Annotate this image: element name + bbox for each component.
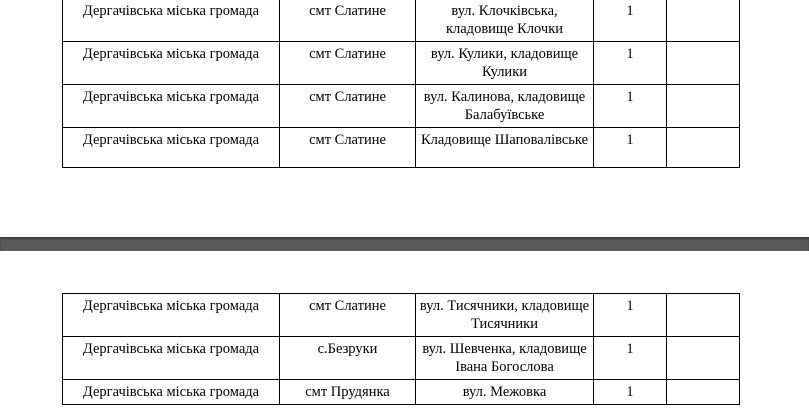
empty-cell (667, 42, 740, 85)
cemetery-table (62, 293, 740, 405)
count-cell: 1 (594, 0, 667, 42)
settlement-cell: смт Слатине (280, 294, 416, 337)
table-row (63, 380, 740, 405)
count-cell: 1 (594, 294, 667, 337)
settlement-cell: смт Слатине (280, 85, 416, 128)
empty-cell (667, 128, 740, 168)
count-cell: 1 (594, 42, 667, 85)
location-cell: вул. Межовка (416, 380, 594, 405)
count-cell: 1 (594, 337, 667, 380)
community-cell: Дергачівська міська громада (63, 42, 280, 85)
page-separator (0, 237, 809, 251)
empty-cell (667, 85, 740, 128)
table-row (63, 337, 740, 380)
settlement-cell: смт Прудянка (280, 380, 416, 405)
location-cell: вул. Калинова, кладовище Балабуївське (416, 85, 594, 128)
settlement-cell: смт Слатине (280, 42, 416, 85)
empty-cell (667, 0, 740, 42)
document-page-bottom (0, 251, 809, 409)
community-cell: Дергачівська міська громада (63, 85, 280, 128)
table-row (63, 0, 740, 42)
community-cell: Дергачівська міська громада (63, 294, 280, 337)
count-cell: 1 (594, 380, 667, 405)
location-cell: Кладовище Шаповалівське (416, 128, 594, 168)
table-row (63, 42, 740, 85)
empty-cell (667, 380, 740, 405)
location-cell: вул. Кулики, кладовище Кулики (416, 42, 594, 85)
community-cell: Дергачівська міська громада (63, 0, 280, 42)
location-cell: вул. Шевченка, кладовище Івана Богослова (416, 337, 594, 380)
table-row (63, 294, 740, 337)
count-cell: 1 (594, 85, 667, 128)
settlement-cell: смт Слатине (280, 128, 416, 168)
location-cell: вул. Тисячники, кладовище Тисячники (416, 294, 594, 337)
table-row (63, 128, 740, 168)
count-cell: 1 (594, 128, 667, 168)
cemetery-table (62, 0, 740, 168)
location-cell: вул. Клочківська, кладовище Клочки (416, 0, 594, 42)
empty-cell (667, 294, 740, 337)
empty-cell (667, 337, 740, 380)
settlement-cell: с.Безруки (280, 337, 416, 380)
community-cell: Дергачівська міська громада (63, 380, 280, 405)
community-cell: Дергачівська міська громада (63, 337, 280, 380)
community-cell: Дергачівська міська громада (63, 128, 280, 168)
settlement-cell: смт Слатине (280, 0, 416, 42)
table-row (63, 85, 740, 128)
